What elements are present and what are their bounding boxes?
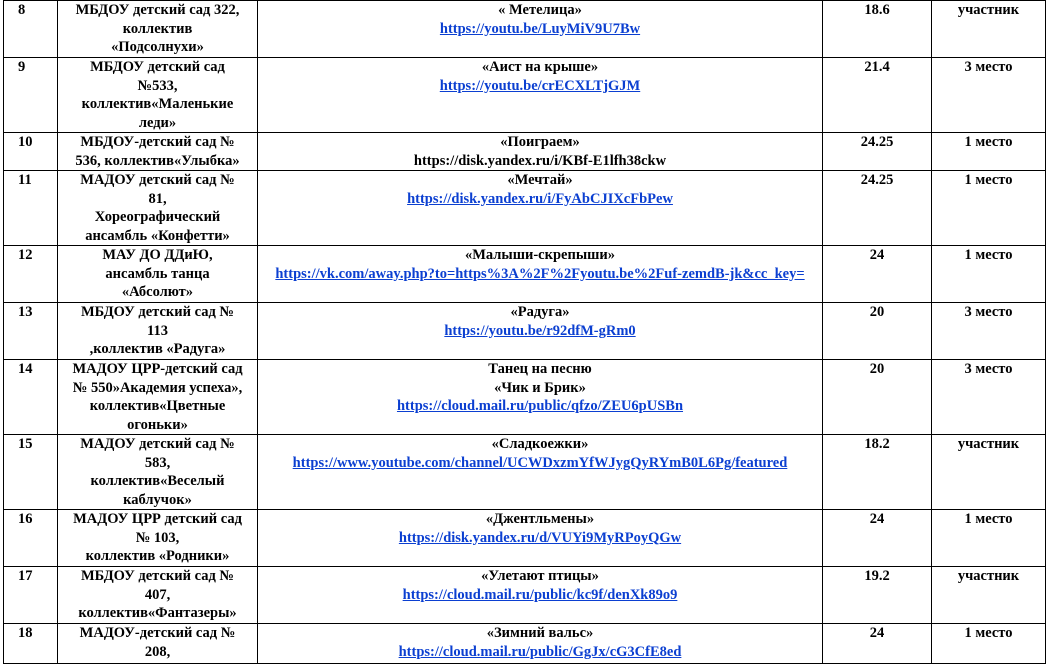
table-row	[4, 435, 1046, 510]
score-cell: 24.25	[823, 133, 932, 171]
score-cell: 19.2	[823, 567, 932, 624]
place-cell: 1 место	[932, 133, 1046, 171]
performance-title: «Малыши-скрепыши»	[464, 247, 615, 263]
results-table-body	[4, 1, 1046, 664]
table-row	[4, 303, 1046, 360]
place-cell: 1 место	[932, 510, 1046, 567]
row-number: 12	[4, 246, 58, 303]
organization-line: леди»	[138, 114, 177, 131]
table-row	[4, 246, 1046, 303]
row-number: 8	[4, 1, 58, 58]
organization-line: 208,	[144, 643, 171, 660]
place-cell: участник	[932, 567, 1046, 624]
score-cell: 24	[823, 510, 932, 567]
organization-line: 113	[147, 322, 168, 339]
video-link[interactable]: https://disk.yandex.ru/d/VUYi9MyRPoyQGw	[398, 529, 682, 546]
place-cell: 3 место	[932, 58, 1046, 133]
row-number: 17	[4, 567, 58, 624]
table-row	[4, 624, 1046, 664]
organization-cell	[58, 360, 258, 435]
organization-line: «Подсолнухи»	[111, 39, 204, 55]
row-number: 15	[4, 435, 58, 510]
organization-line: № 103,	[135, 529, 180, 546]
organization-line: коллектив«Веселый	[90, 473, 225, 489]
score-cell: 24.25	[823, 171, 932, 246]
place-cell: 1 место	[932, 246, 1046, 303]
organization-line: ансамбль танца	[105, 265, 210, 282]
table-row	[4, 133, 1046, 171]
organization-line: 81,	[148, 190, 167, 207]
performance-title: «Поиграем»	[500, 134, 580, 150]
organization-cell	[58, 567, 258, 624]
organization-cell	[58, 133, 258, 171]
row-number: 11	[4, 171, 58, 246]
organization-line: Хореографический	[94, 209, 221, 225]
organization-line: коллектив	[122, 20, 193, 37]
organization-line: МАДОУ детский сад №	[80, 172, 235, 188]
table-row	[4, 171, 1046, 246]
place-cell: 1 место	[932, 624, 1046, 664]
organization-line: МБДОУ-детский сад №	[80, 134, 235, 150]
table-row	[4, 1, 1046, 58]
performance-title: « Метелица»	[498, 2, 582, 18]
score-cell: 20	[823, 303, 932, 360]
performance-title: «Улетают птицы»	[481, 568, 599, 584]
organization-line: МБДОУ детский сад 322,	[75, 2, 240, 18]
organization-line: №533,	[137, 77, 178, 94]
organization-line: «Абсолют»	[121, 284, 194, 300]
performance-cell	[258, 246, 823, 303]
results-table	[3, 0, 1046, 664]
organization-line: МБДОУ детский сад №	[80, 304, 234, 320]
score-cell: 21.4	[823, 58, 932, 133]
organization-cell	[58, 435, 258, 510]
performance-title: Танец на песню	[488, 361, 592, 377]
organization-cell	[58, 246, 258, 303]
organization-line: МАДОУ-детский сад №	[79, 625, 236, 641]
organization-line: 407,	[144, 586, 171, 603]
organization-line: МАДОУ детский сад №	[80, 436, 235, 452]
score-cell: 18.2	[823, 435, 932, 510]
video-link[interactable]: https://vk.com/away.php?to=https%3A%2F%2Fyoutu.be%2Fuf-zemdB-jk&cc_key=	[275, 265, 805, 282]
performance-cell	[258, 303, 823, 360]
organization-line: МБДОУ детский сад	[90, 59, 225, 75]
place-cell: 3 место	[932, 303, 1046, 360]
score-cell: 24	[823, 246, 932, 303]
organization-line: коллектив«Цветные	[89, 398, 226, 414]
table-row	[4, 58, 1046, 133]
organization-line: 583,	[144, 454, 171, 471]
organization-cell	[58, 58, 258, 133]
row-number: 13	[4, 303, 58, 360]
place-cell: участник	[932, 1, 1046, 58]
score-cell: 18.6	[823, 1, 932, 58]
row-number: 14	[4, 360, 58, 435]
organization-line: каблучок»	[123, 491, 192, 508]
row-number: 16	[4, 510, 58, 567]
performance-title: «Джентльмены»	[485, 511, 595, 527]
organization-line: № 550»Академия успеха»,	[72, 379, 243, 396]
performance-cell	[258, 360, 823, 435]
performance-cell	[258, 58, 823, 133]
organization-line: коллектив«Маленькие	[81, 96, 234, 112]
video-link[interactable]: https://www.youtube.com/channel/UCWDxzmYfWJygQyRYmB0L6Pg/featured	[292, 454, 788, 471]
performance-title: https://disk.yandex.ru/i/KBf-E1lfh38ckw	[413, 152, 667, 169]
table-row	[4, 360, 1046, 435]
place-cell: 3 место	[932, 360, 1046, 435]
score-cell: 20	[823, 360, 932, 435]
performance-cell	[258, 510, 823, 567]
video-link[interactable]: https://youtu.be/crECXLTjGJM	[439, 77, 641, 94]
organization-line: МАУ ДО ДДиЮ,	[102, 247, 213, 263]
organization-line: МАДОУ ЦРР-детский сад	[72, 361, 243, 377]
performance-cell	[258, 133, 823, 171]
video-link[interactable]: https://disk.yandex.ru/i/FyAbCJIXcFbPew	[407, 190, 673, 207]
score-cell: 24	[823, 624, 932, 664]
place-cell: участник	[932, 435, 1046, 510]
organization-line: коллектив«Фантазеры»	[78, 605, 237, 621]
organization-line: ,коллектив «Радуга»	[89, 341, 226, 357]
performance-title: «Зимний вальс»	[486, 625, 594, 641]
video-link[interactable]: https://cloud.mail.ru/public/GgJx/cG3CfE8ed	[398, 643, 682, 660]
performance-title: «Чик и Брик»	[494, 379, 586, 396]
organization-line: МАДОУ ЦРР детский сад	[73, 511, 242, 527]
organization-cell	[58, 1, 258, 58]
performance-title: «Аист на крыше»	[481, 59, 599, 75]
row-number: 18	[4, 624, 58, 664]
performance-cell	[258, 1, 823, 58]
video-link[interactable]: https://youtu.be/LuyMiV9U7Bw	[439, 20, 641, 37]
organization-line: 536, коллектив«Улыбка»	[75, 152, 240, 169]
video-link[interactable]: https://cloud.mail.ru/public/kc9f/denXk89o9	[402, 586, 678, 603]
performance-title: «Радуга»	[510, 304, 570, 320]
performance-cell	[258, 624, 823, 664]
table-row	[4, 510, 1046, 567]
performance-title: «Мечтай»	[507, 172, 573, 188]
video-link[interactable]: https://youtu.be/r92dfM-gRm0	[444, 322, 636, 339]
performance-cell	[258, 435, 823, 510]
organization-cell	[58, 303, 258, 360]
performance-cell	[258, 171, 823, 246]
place-cell: 1 место	[932, 171, 1046, 246]
organization-cell	[58, 171, 258, 246]
organization-line: коллектив «Родники»	[85, 548, 230, 564]
organization-line: МБДОУ детский сад №	[80, 568, 234, 584]
organization-cell	[58, 510, 258, 567]
video-link[interactable]: https://cloud.mail.ru/public/qfzo/ZEU6pUSBn	[396, 398, 684, 414]
table-row	[4, 567, 1046, 624]
performance-cell	[258, 567, 823, 624]
organization-line: огоньки»	[127, 416, 188, 433]
performance-title: «Сладкоежки»	[491, 436, 589, 452]
row-number: 9	[4, 58, 58, 133]
organization-cell	[58, 624, 258, 664]
organization-line: ансамбль «Конфетти»	[85, 227, 230, 244]
row-number: 10	[4, 133, 58, 171]
